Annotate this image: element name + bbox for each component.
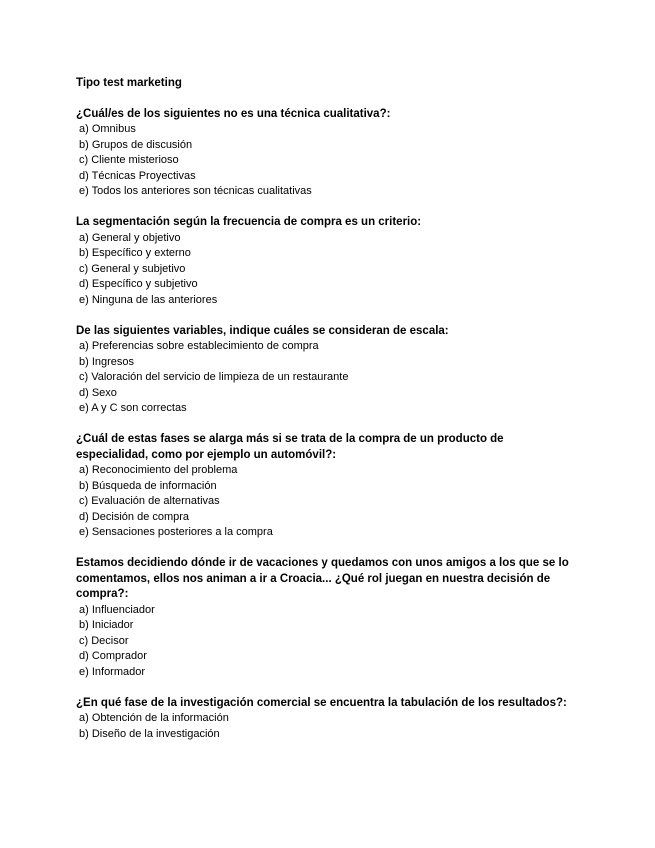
option-list [76, 603, 576, 681]
option-item: d) Comprador [79, 650, 147, 662]
option-item: e) Informador [79, 665, 146, 678]
option-item: e) Todos los anteriores son técnicas cualitativas [79, 185, 312, 197]
option-item: d) Técnicas Proyectivas [79, 169, 196, 182]
option-item: a) Obtención de la información [79, 712, 229, 724]
option-item: c) Evaluación de alternativas [79, 495, 220, 507]
question-text: La segmentación según la frecuencia de compra es un criterio: [76, 216, 422, 228]
option-item: e) Sensaciones posteriores a la compra [79, 526, 273, 538]
option-item: b) Grupos de discusión [79, 138, 193, 151]
option-item: b) Iniciador [79, 619, 134, 631]
option-item: c) General y subjetivo [79, 262, 186, 275]
option-item: e) Ninguna de las anteriores [79, 293, 218, 306]
option-item: a) Reconocimiento del problema [79, 464, 238, 476]
question-1 [76, 107, 576, 200]
option-list [76, 339, 576, 417]
question-text: ¿Cuál de estas fases se alarga más si se trata de la compra de un producto de especialidad, como por ejemplo un automóvil?: [76, 433, 504, 461]
option-list [76, 463, 576, 541]
question-6 [76, 696, 576, 743]
option-list [76, 231, 576, 309]
option-item: d) Sexo [79, 386, 117, 399]
document-page [76, 76, 576, 758]
question-text: De las siguientes variables, indique cuáles se consideran de escala: [76, 324, 449, 337]
question-5 [76, 556, 576, 680]
option-item: c) Cliente misterioso [79, 154, 179, 166]
option-item: a) Omnibus [79, 123, 136, 135]
document-title: Tipo test marketing [76, 77, 182, 89]
option-item: a) General y objetivo [79, 231, 181, 244]
option-item: d) Específico y subjetivo [79, 278, 198, 290]
question-2 [76, 215, 576, 308]
option-item: e) A y C son correctas [79, 402, 187, 414]
question-4 [76, 432, 576, 541]
option-item: b) Específico y externo [79, 247, 191, 259]
option-item: b) Búsqueda de información [79, 479, 217, 492]
option-item: b) Diseño de la investigación [79, 727, 220, 740]
question-text: Estamos decidiendo dónde ir de vacaciones y quedamos con unos amigos a los que se lo comentamos, ellos nos animan a ir a Croacia... ¿Qué rol juegan en nuestra decisión de compra?: [76, 557, 569, 600]
question-3 [76, 324, 576, 417]
option-item: b) Ingresos [79, 355, 135, 368]
option-item: c) Valoración del servicio de limpieza de un restaurante [79, 371, 349, 383]
option-item: a) Preferencias sobre establecimiento de compra [79, 340, 319, 352]
question-text: ¿En qué fase de la investigación comercial se encuentra la tabulación de los resultados?: [76, 696, 567, 709]
option-item: c) Decisor [79, 634, 129, 647]
option-item: d) Decisión de compra [79, 510, 190, 523]
option-item: a) Influenciador [79, 603, 155, 616]
option-list [76, 711, 576, 742]
question-text: ¿Cuál/es de los siguientes no es una técnica cualitativa?: [76, 107, 391, 120]
option-list [76, 122, 576, 200]
